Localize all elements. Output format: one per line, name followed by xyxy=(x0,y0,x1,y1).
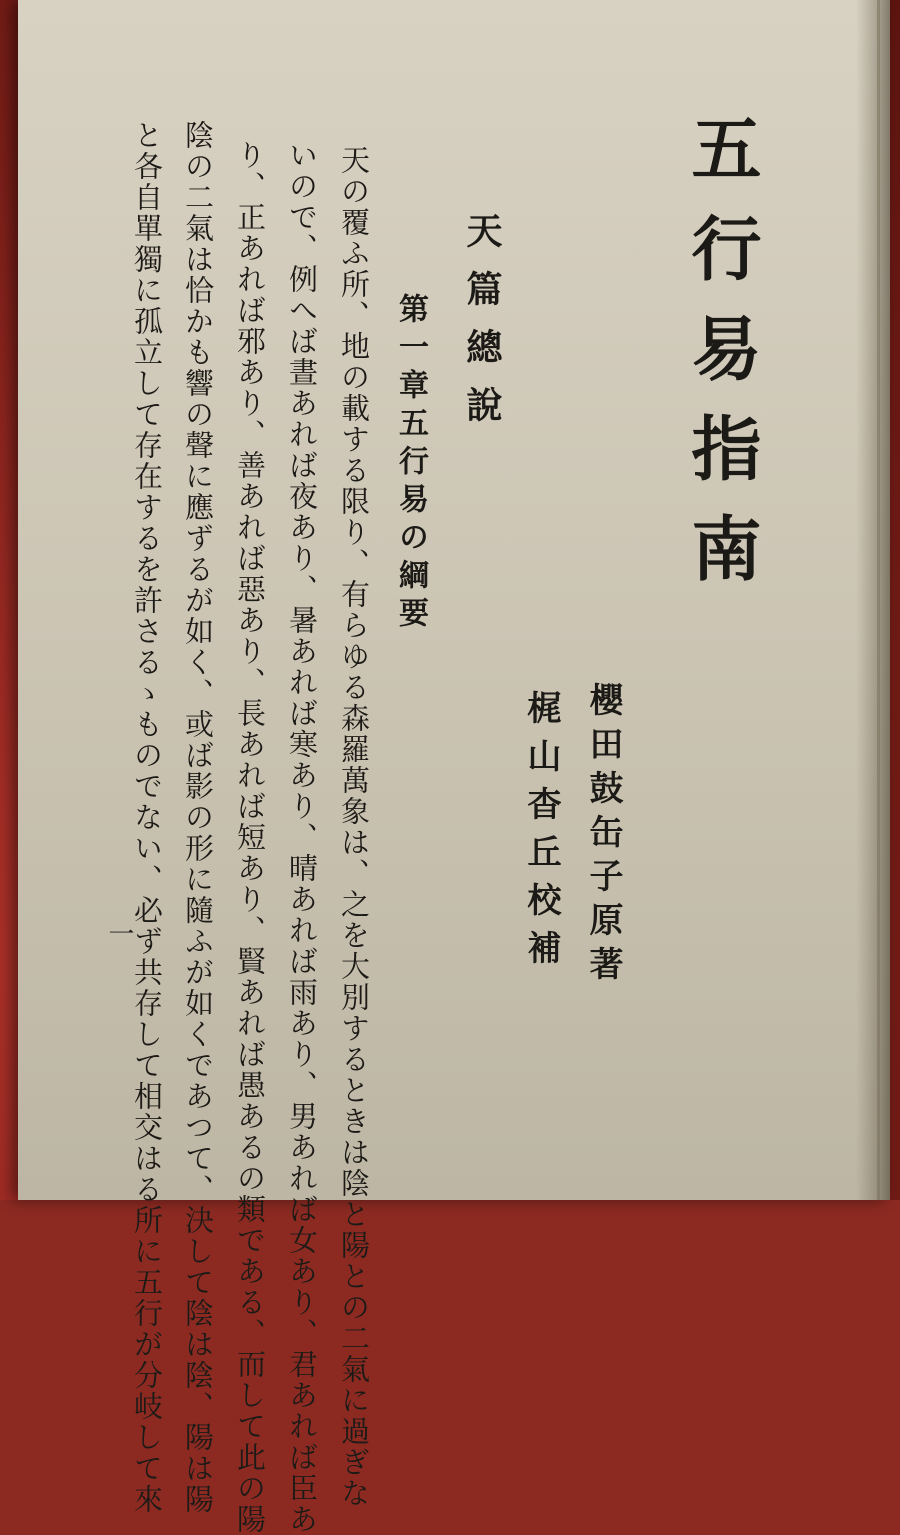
book-page xyxy=(18,0,890,1535)
part-heading: 天篇總說 xyxy=(461,212,503,444)
page-edge-line xyxy=(877,0,880,1200)
chapter-heading: 第一章五行易の綱要 xyxy=(393,293,428,635)
book-title: 五行易指南 xyxy=(680,112,763,612)
body-line-1: 天の覆ふ所、地の載する限り、有らゆる森羅萬象は、之を大別するときは陰と陽との二氣に過ぎな xyxy=(337,145,371,1509)
page-number: 一 xyxy=(104,920,134,946)
body-line-3: り、正あれば邪あり、善あれば惡あり、長あれば短あり、賢あれば愚あるの類である、而して此の陽 xyxy=(233,140,267,1535)
editor-credit: 梶山杳丘校補 xyxy=(521,690,561,978)
page-gutter-shadow xyxy=(856,0,890,1200)
author-credit: 櫻田鼓缶子原著 xyxy=(583,682,623,990)
body-line-5: と各自單獨に孤立して存在するを許さるゝものでない、必ず共存して相交はる所に五行が分岐して來 xyxy=(130,120,164,1515)
body-line-2: いので、例へば晝あれば夜あり、暑あれば寒あり、晴あれば雨あり、男あれば女あり、君あれば臣あ xyxy=(285,140,319,1535)
body-line-4: 陰の二氣は恰かも響の聲に應ずるが如く、或ば影の形に隨ふが如くであつて、決して陰は陰、陽は陽 xyxy=(181,120,215,1515)
